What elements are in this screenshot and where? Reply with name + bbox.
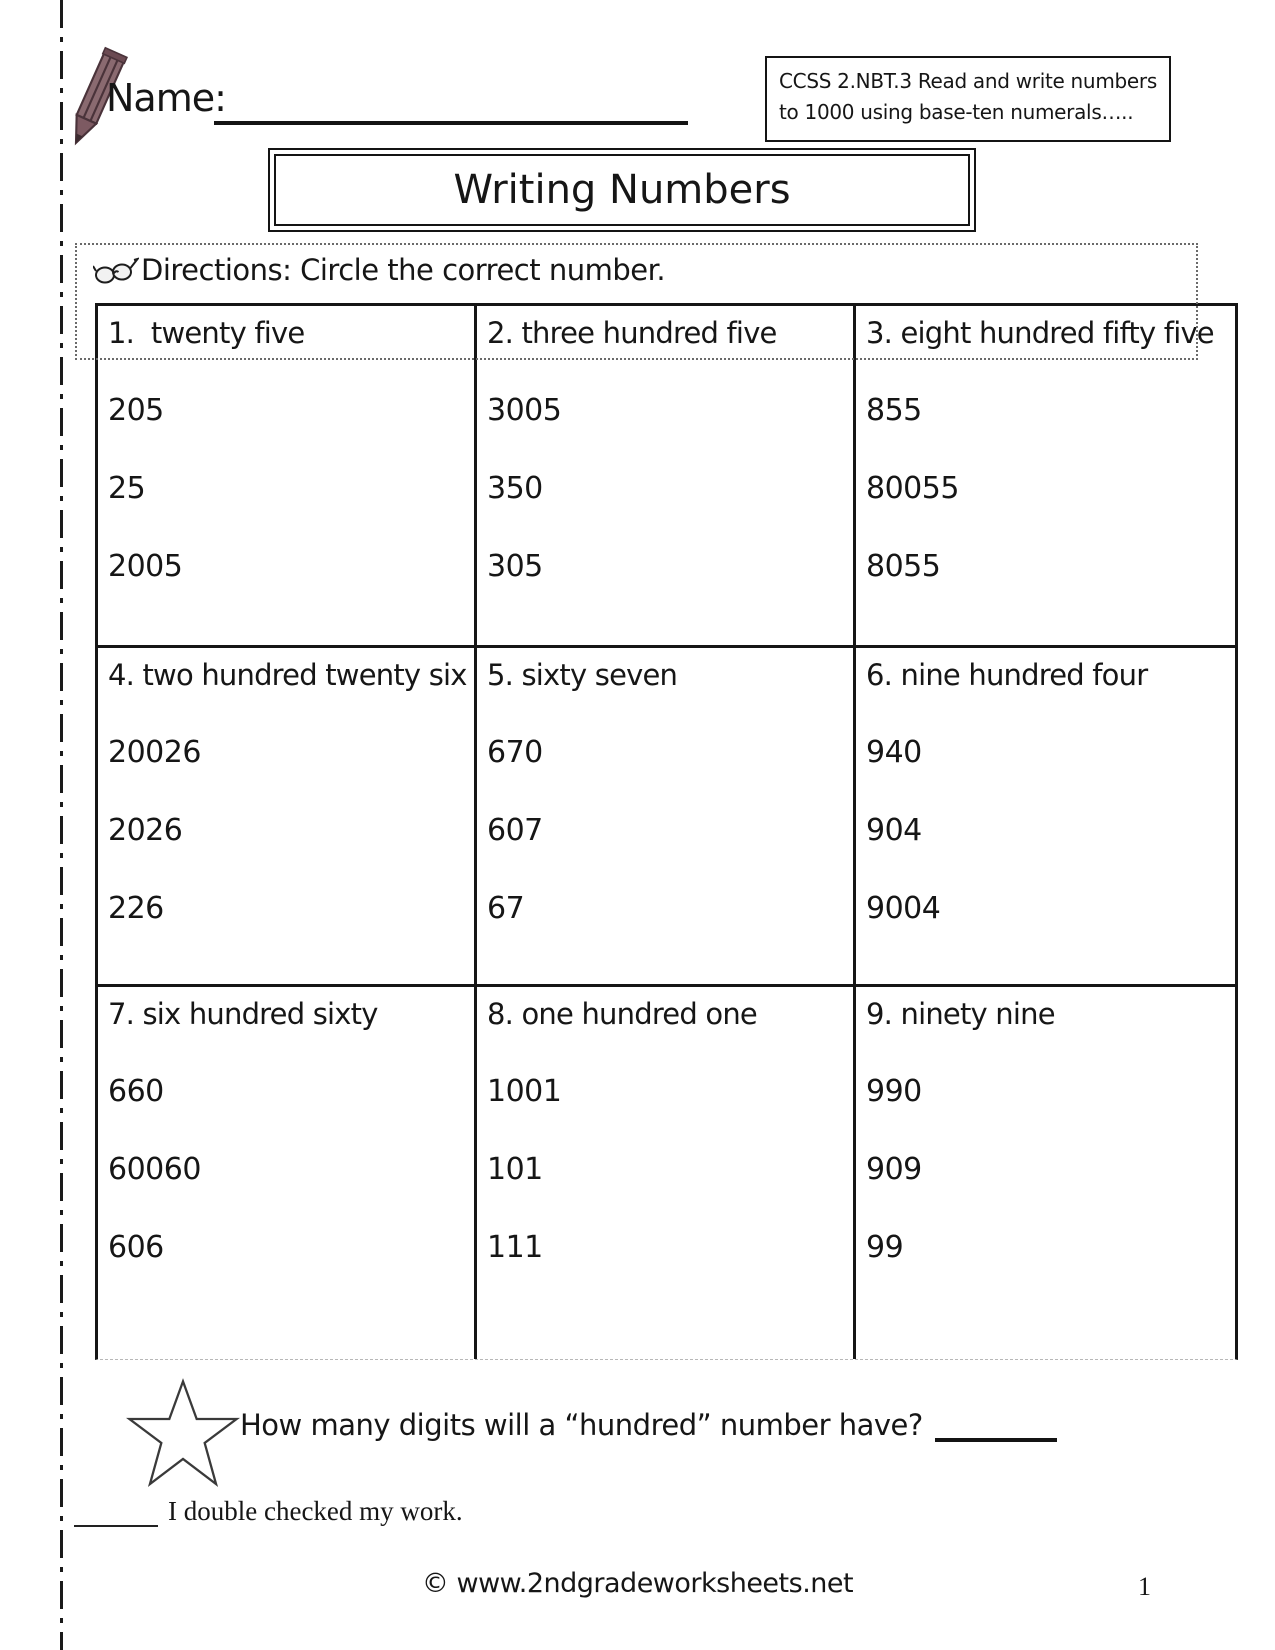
answer-option[interactable]: 2005 xyxy=(108,549,183,584)
answer-option[interactable]: 8055 xyxy=(866,549,941,584)
problem-prompt: 8. one hundred one xyxy=(487,997,757,1031)
glasses-icon xyxy=(93,253,139,287)
problem-cell xyxy=(477,306,856,648)
answer-option[interactable]: 1001 xyxy=(487,1074,562,1109)
answer-option[interactable]: 226 xyxy=(108,891,164,926)
answer-option[interactable]: 80055 xyxy=(866,471,959,506)
check-blank-line[interactable] xyxy=(74,1501,158,1527)
answer-option[interactable]: 606 xyxy=(108,1230,164,1265)
problem-prompt: 6. nine hundred four xyxy=(866,658,1148,692)
answer-option[interactable]: 20026 xyxy=(108,735,201,770)
star-question-text: How many digits will a “hundred” number have? xyxy=(240,1408,923,1442)
answer-option[interactable]: 940 xyxy=(866,735,922,770)
directions-text: Directions: Circle the correct number. xyxy=(141,253,666,287)
problem-cell xyxy=(98,306,477,648)
problem-cell xyxy=(856,306,1235,648)
title-box xyxy=(268,148,976,232)
answer-option[interactable]: 904 xyxy=(866,813,922,848)
star-question-row xyxy=(240,1408,1057,1442)
answer-option[interactable]: 909 xyxy=(866,1152,922,1187)
answer-option[interactable]: 60060 xyxy=(108,1152,201,1187)
margin-rule-line xyxy=(60,0,63,1650)
star-icon xyxy=(126,1376,240,1494)
answer-option[interactable]: 99 xyxy=(866,1230,904,1265)
answer-option[interactable]: 990 xyxy=(866,1074,922,1109)
name-label: Name: xyxy=(106,76,226,120)
problem-cell xyxy=(477,987,856,1359)
answer-blank-line[interactable] xyxy=(935,1412,1057,1442)
name-blank-line[interactable] xyxy=(214,121,688,125)
ccss-line-2: to 1000 using base-ten numerals….. xyxy=(779,100,1134,124)
answer-option[interactable]: 101 xyxy=(487,1152,543,1187)
answer-option[interactable]: 9004 xyxy=(866,891,941,926)
double-check-row xyxy=(74,1496,463,1527)
footer-credit: © www.2ndgradeworksheets.net xyxy=(421,1568,854,1599)
answer-option[interactable]: 205 xyxy=(108,393,164,428)
problem-prompt: 7. six hundred sixty xyxy=(108,997,378,1031)
problem-cell xyxy=(856,648,1235,987)
problem-prompt: 1. twenty five xyxy=(108,316,305,350)
problem-prompt: 9. ninety nine xyxy=(866,997,1055,1031)
page-title: Writing Numbers xyxy=(453,167,791,213)
answer-option[interactable]: 305 xyxy=(487,549,543,584)
ccss-line-1: CCSS 2.NBT.3 Read and write numbers xyxy=(779,69,1157,93)
problems-table xyxy=(95,303,1238,1360)
answer-option[interactable]: 855 xyxy=(866,393,922,428)
problem-prompt: 3. eight hundred fifty five xyxy=(866,316,1214,350)
problem-prompt: 5. sixty seven xyxy=(487,658,678,692)
answer-option[interactable]: 350 xyxy=(487,471,543,506)
answer-option[interactable]: 2026 xyxy=(108,813,183,848)
title-inner-border xyxy=(274,154,970,226)
answer-option[interactable]: 111 xyxy=(487,1230,543,1265)
answer-option[interactable]: 67 xyxy=(487,891,525,926)
problem-cell xyxy=(98,648,477,987)
double-check-text: I double checked my work. xyxy=(168,1496,463,1526)
ccss-standard-note xyxy=(765,56,1171,142)
answer-option[interactable]: 3005 xyxy=(487,393,562,428)
problem-cell xyxy=(98,987,477,1359)
problem-prompt: 4. two hundred twenty six xyxy=(108,658,467,692)
answer-option[interactable]: 660 xyxy=(108,1074,164,1109)
problem-cell xyxy=(477,648,856,987)
answer-option[interactable]: 25 xyxy=(108,471,146,506)
page-number: 1 xyxy=(1138,1572,1151,1601)
answer-option[interactable]: 670 xyxy=(487,735,543,770)
answer-option[interactable]: 607 xyxy=(487,813,543,848)
problem-cell xyxy=(856,987,1235,1359)
problem-prompt: 2. three hundred five xyxy=(487,316,777,350)
